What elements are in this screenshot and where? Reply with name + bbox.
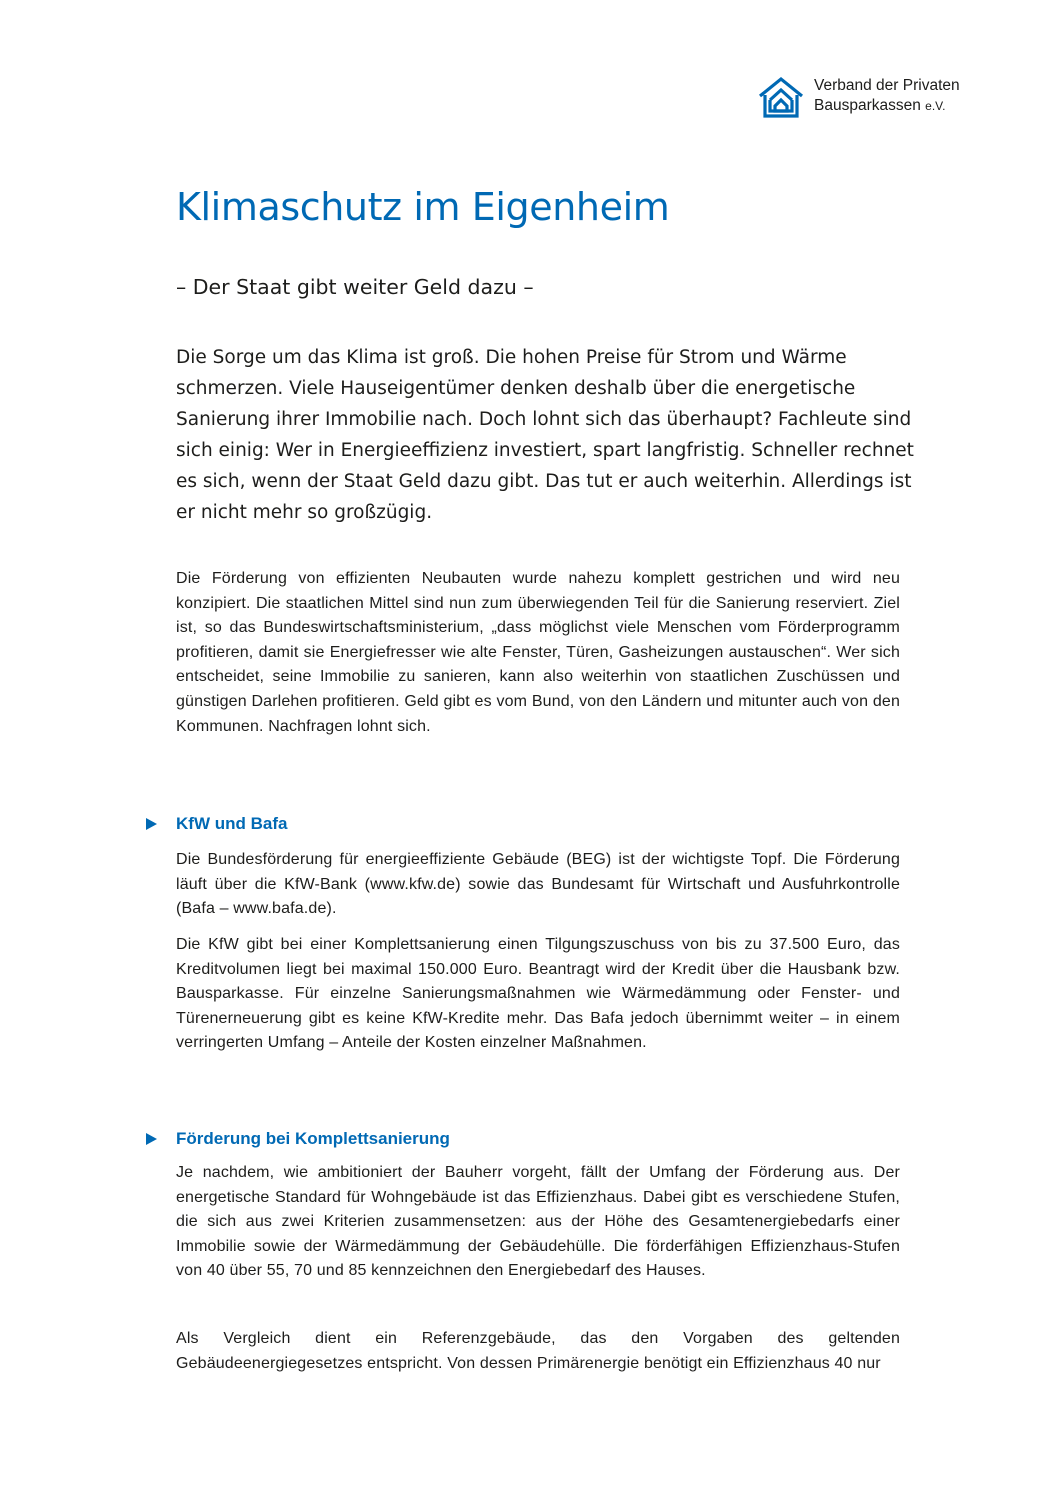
komplettsanierung-paragraph-1: Je nachdem, wie ambitioniert der Bauherr vorgeht, fällt der Umfang der Förderung aus. Der energetische Standard für Wohngebäude ist das Effizienzhaus. Dabei gibt es verschiedene Stufen, die sich aus zwei Kriterien zusammensetzen: aus der Höhe des Gesamtenergiebedarfs einer Immobilie sowie der Wärmedämmung der Gebäudehülle. Die förderfähigen Effizienzhaus-Stufen von 40 über 55, 70 und 85 kennzeichnen den Energiebedarf des Hauses. xyxy=(176,1164,900,1280)
section-title: KfW und Bafa xyxy=(176,814,288,833)
vpb-logo xyxy=(758,74,1028,124)
houses-logo-icon xyxy=(758,76,804,118)
logo-wordmark xyxy=(814,76,960,116)
logo-line-1: Verband der Privaten xyxy=(814,77,960,94)
body-paragraph-1: Die Förderung von effizienten Neubauten wurde nahezu komplett gestrichen und wird neu konzipiert. Die staatlichen Mittel sind nun zum überwiegenden Teil für die Sanierung reserviert. Ziel ist, so das Bundeswirtschaftsministerium, „dass möglichst viele Menschen vom Förderprogramm profitieren, damit sie Energiefresser wie alte Fenster, Türen, Gasheizungen austauschen“. Wer sich entscheidet, seine Immobilie zu sanieren, kann also weiterhin von staatlichen Zuschüssen und günstigen Darlehen profitieren. Geld gibt es vom Bund, von den Ländern und mitunter auch von den Kommunen. Nachfragen lohnt sich. xyxy=(176,570,900,735)
section-heading-kfw-bafa xyxy=(146,811,906,837)
komplettsanierung-paragraph-2: Als Vergleich dient ein Referenzgebäude, das den Vorgaben des geltenden Gebäudeenergiegesetzes entspricht. Von dessen Primärenergie benötigt ein Effizienzhaus 40 nur xyxy=(176,1330,900,1372)
logo-line-2-name: Bausparkassen xyxy=(814,97,921,114)
kfw-paragraph-2: Die KfW gibt bei einer Komplettsanierung einen Tilgungszuschuss von bis zu 37.500 Euro, das Kreditvolumen liegt bei maximal 150.000 Euro. Beantragt wird der Kredit über die Hausbank bzw. Bausparkasse. Für einzelne Sanierungsmaßnahmen wie Wärmedämmung oder Fenster- und Türenerneuerung gibt es keine KfW-Kredite mehr. Das Bafa jedoch übernimmt weiter – in einem verringerten Umfang – Anteile der Kosten einzelner Maßnahmen. xyxy=(176,936,900,1052)
logo-suffix: e.V. xyxy=(925,99,946,113)
page-title: Klimaschutz im Eigenheim xyxy=(176,185,670,229)
logo-line-2 xyxy=(814,96,960,116)
section-heading-komplettsanierung xyxy=(146,1126,906,1152)
intro-paragraph: Die Sorge um das Klima ist groß. Die hohen Preise für Strom und Wärme schmerzen. Viele Hauseigentümer denken deshalb über die energetische Sanierung ihrer Immobilie nach. Doch lohnt sich das überhaupt? Fachleute sind sich einig: Wer in Energieeffizienz investiert, spart langfristig. Schneller rechnet es sich, wenn der Staat Geld dazu gibt. Das tut er auch weiterhin. Allerdings ist er nicht mehr so großzügig. xyxy=(176,347,914,523)
page-subtitle: – Der Staat gibt weiter Geld dazu – xyxy=(176,275,534,299)
triangle-right-icon xyxy=(146,818,157,830)
triangle-right-icon xyxy=(146,1133,157,1145)
section-title: Förderung bei Komplettsanierung xyxy=(176,1129,450,1148)
kfw-paragraph-1: Die Bundesförderung für energieeffiziente Gebäude (BEG) ist der wichtigste Topf. Die Förderung läuft über die KfW-Bank (www.kfw.de) sowie das Bundesamt für Wirtschaft und Ausfuhrkontrolle (Bafa – www.bafa.de). xyxy=(176,851,900,918)
